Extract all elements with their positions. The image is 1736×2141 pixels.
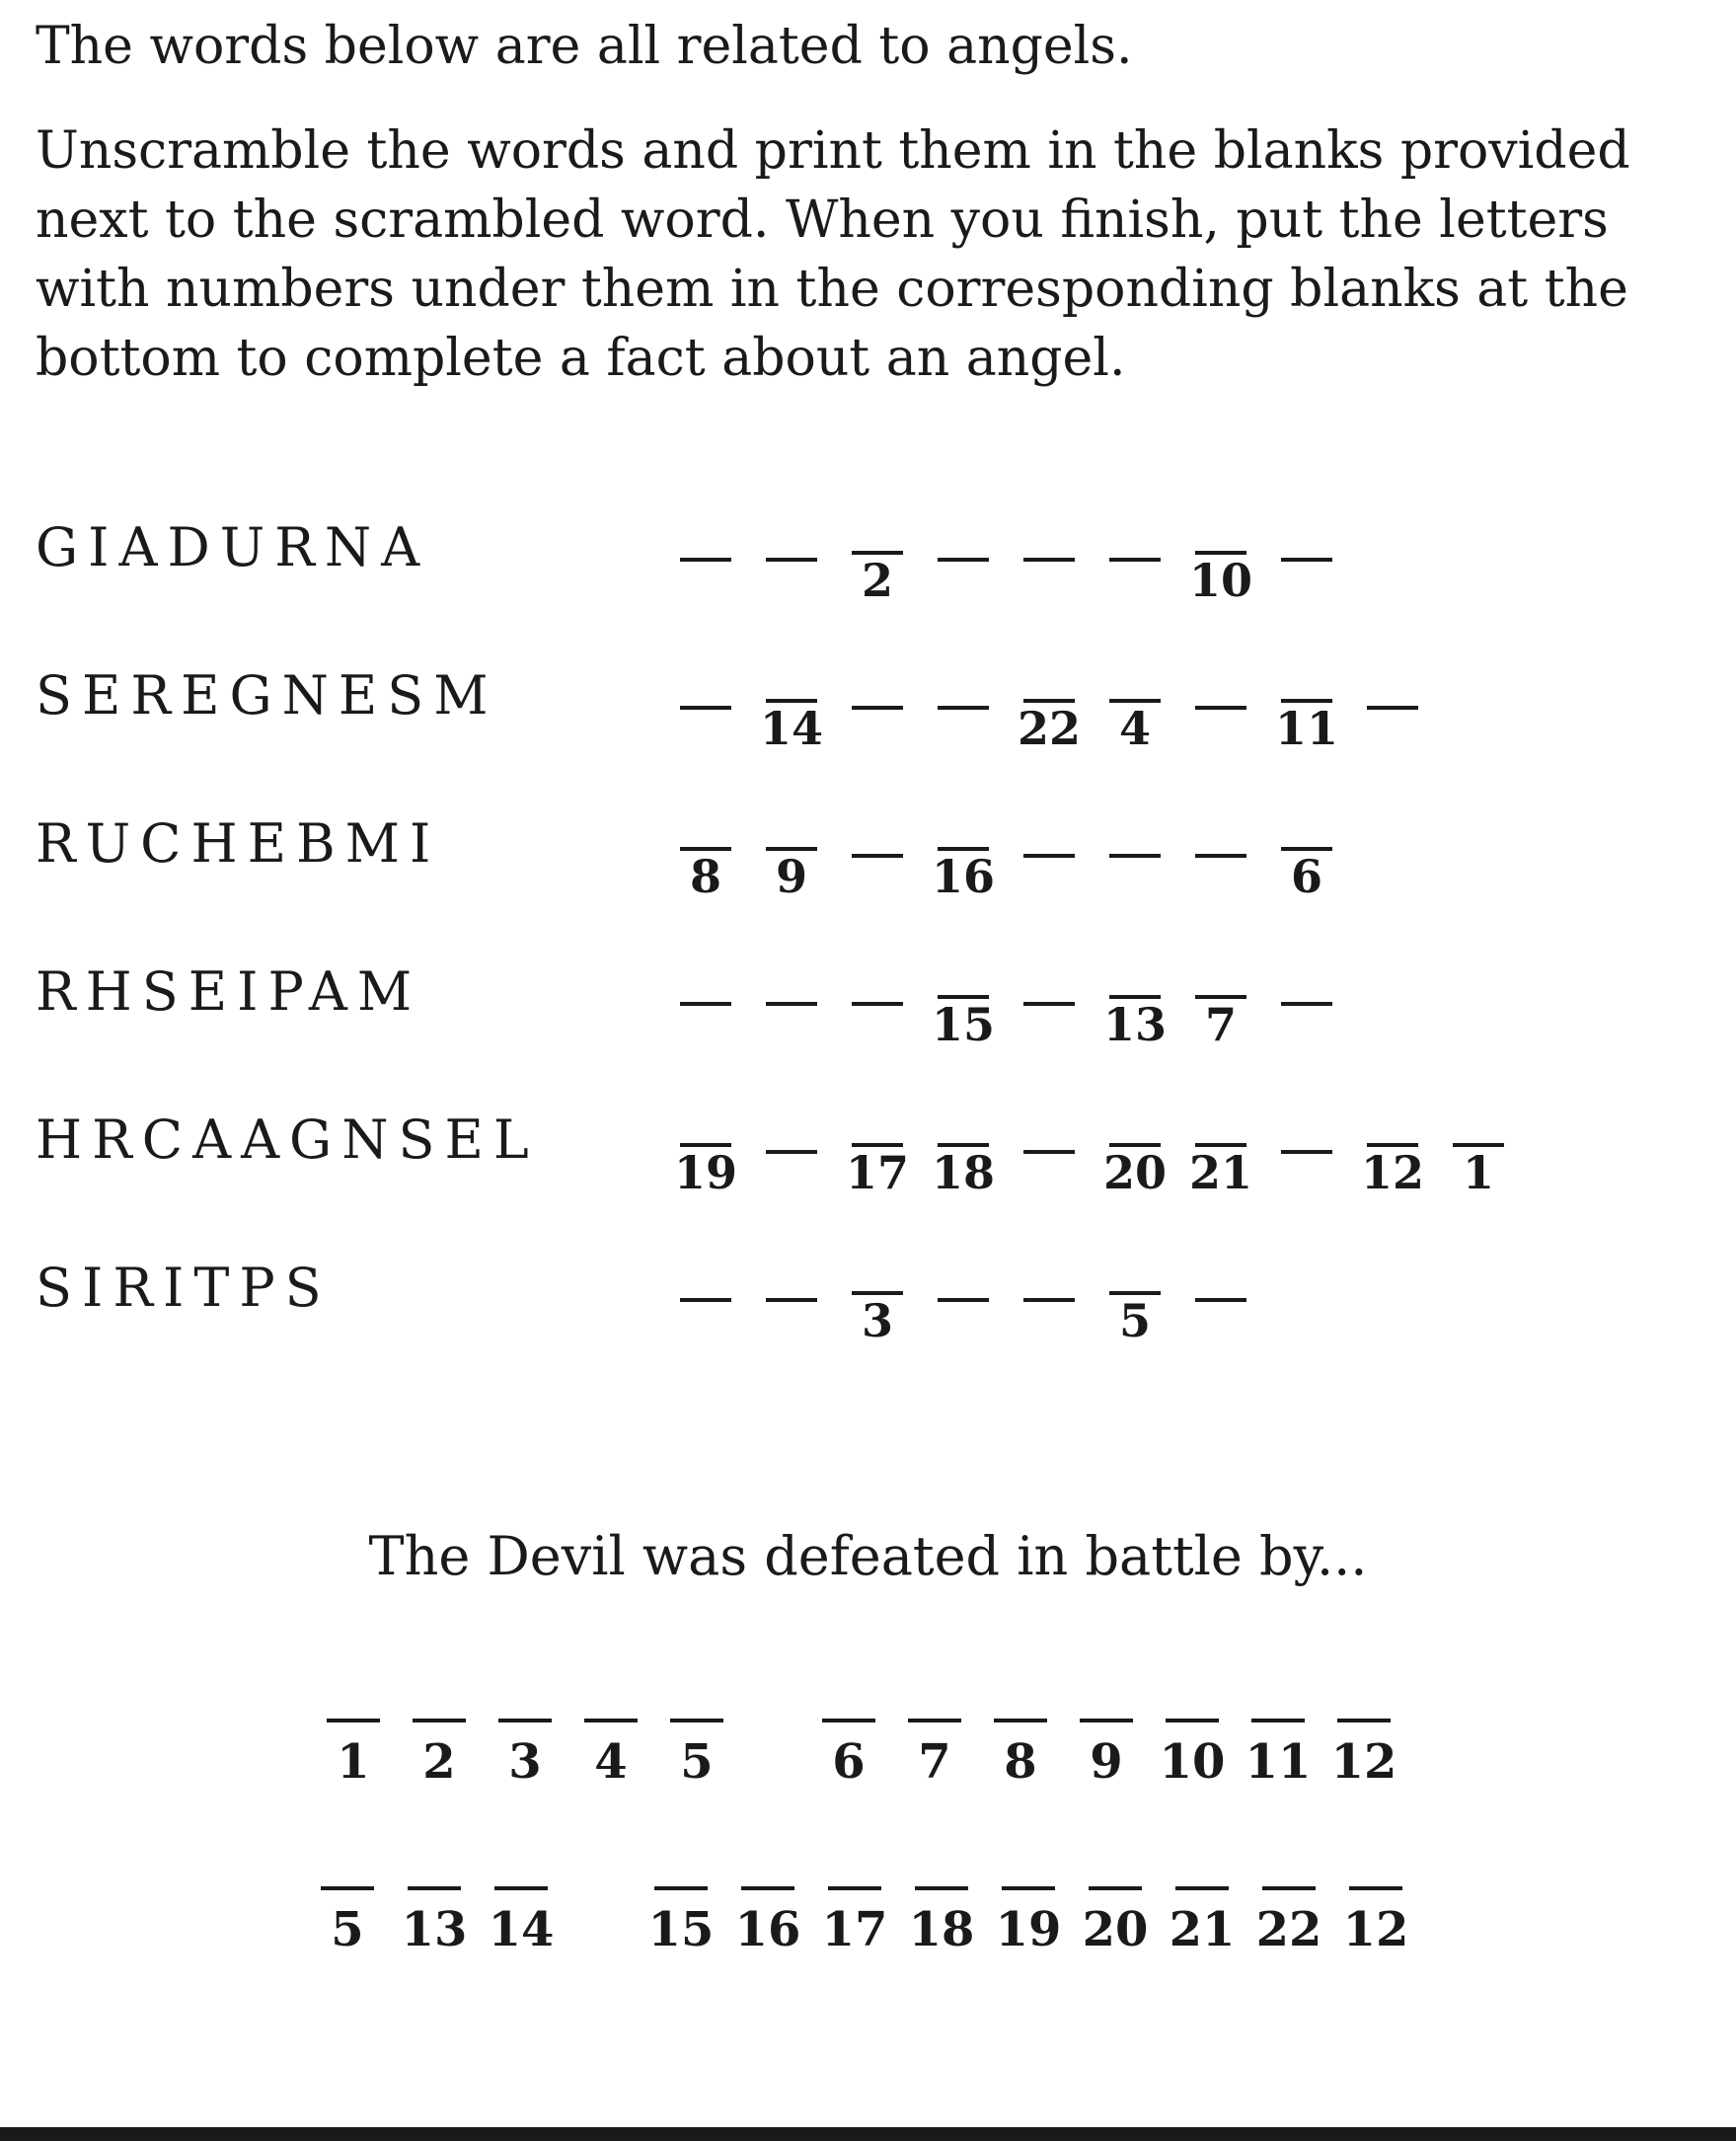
letter-blank[interactable]	[931, 957, 995, 1051]
puzzle-row	[0, 957, 1736, 1086]
letter-blank[interactable]	[852, 661, 903, 740]
blank-number: 21	[1188, 1146, 1252, 1199]
letter-blank[interactable]	[1023, 1254, 1075, 1333]
blank-line	[938, 706, 989, 710]
blank-line	[852, 854, 903, 858]
blank-line	[852, 706, 903, 710]
letter-blank[interactable]	[1281, 513, 1332, 592]
scrambled-word: RUCHEBMI	[36, 812, 441, 875]
scrambled-word: GIADURNA	[36, 516, 430, 578]
blank-line	[766, 558, 817, 562]
letter-blank[interactable]	[1360, 1106, 1424, 1199]
blank-number: 13	[401, 1902, 468, 1957]
letter-blank[interactable]	[931, 1106, 995, 1199]
answer-blank[interactable]	[995, 1886, 1062, 1985]
blank-line	[680, 1002, 731, 1006]
puzzle-row	[0, 1254, 1736, 1382]
blank-number: 6	[832, 1734, 866, 1790]
blank-line	[852, 1002, 903, 1006]
answer-blank[interactable]	[498, 1719, 552, 1817]
puzzle-row	[0, 1106, 1736, 1234]
blank-line	[1175, 1886, 1229, 1890]
answer-blank[interactable]	[321, 1886, 374, 1985]
blank-number: 22	[1255, 1902, 1322, 1957]
puzzle-row	[0, 809, 1736, 938]
letter-blank[interactable]	[1274, 661, 1338, 755]
blank-number: 16	[931, 850, 995, 903]
letter-blank[interactable]	[759, 661, 823, 755]
blank-line	[680, 706, 731, 710]
blank-line	[1023, 854, 1075, 858]
letter-blank[interactable]	[1281, 1106, 1332, 1185]
blank-number: 10	[1159, 1734, 1226, 1790]
letter-blank[interactable]	[1023, 957, 1075, 1036]
letter-blank[interactable]	[938, 661, 989, 740]
blank-number: 19	[995, 1902, 1062, 1957]
letter-blank[interactable]	[1102, 957, 1167, 1051]
blank-number: 21	[1169, 1902, 1236, 1957]
letter-blank[interactable]	[1195, 809, 1246, 888]
blank-line	[828, 1886, 881, 1890]
blank-number: 13	[1102, 998, 1167, 1051]
letter-blank[interactable]	[680, 513, 731, 592]
blank-number: 16	[734, 1902, 801, 1957]
letter-blank[interactable]	[1102, 1106, 1167, 1199]
letter-blank[interactable]	[766, 809, 817, 903]
letter-blank[interactable]	[1109, 513, 1161, 592]
blank-line	[1089, 1886, 1142, 1890]
blank-number: 1	[1462, 1146, 1494, 1199]
blank-number: 15	[647, 1902, 715, 1957]
bottom-border	[0, 2127, 1736, 2141]
answer-blank[interactable]	[822, 1719, 875, 1817]
blank-line	[680, 558, 731, 562]
blank-number: 15	[931, 998, 995, 1051]
letter-blank[interactable]	[673, 1106, 737, 1199]
scrambled-word: RHSEIPAM	[36, 960, 422, 1023]
answer-blank[interactable]	[1169, 1886, 1236, 1985]
blank-line	[1251, 1719, 1305, 1722]
answer-blank[interactable]	[1082, 1886, 1149, 1985]
answer-blank[interactable]	[1342, 1886, 1409, 1985]
blank-number: 14	[759, 702, 823, 755]
blank-number: 18	[908, 1902, 975, 1957]
blank-line	[1281, 1002, 1332, 1006]
blank-line	[1367, 706, 1418, 710]
blank-line	[994, 1719, 1047, 1722]
letter-blank[interactable]	[680, 957, 731, 1036]
letter-blank[interactable]	[680, 1254, 731, 1333]
blank-line	[822, 1719, 875, 1722]
blank-line	[1195, 854, 1246, 858]
blank-line	[1262, 1886, 1316, 1890]
blank-number: 8	[1004, 1734, 1037, 1790]
blank-line	[1337, 1719, 1391, 1722]
letter-blank[interactable]	[766, 513, 817, 592]
blank-number: 10	[1188, 554, 1252, 607]
answer-blank[interactable]	[908, 1886, 975, 1985]
letter-blank[interactable]	[766, 1254, 817, 1333]
blank-number: 11	[1274, 702, 1338, 755]
blank-number: 1	[337, 1734, 370, 1790]
answer-blank[interactable]	[584, 1719, 638, 1817]
letter-blank[interactable]	[852, 513, 903, 607]
answer-blank[interactable]	[994, 1719, 1047, 1817]
answer-blank[interactable]	[327, 1719, 380, 1817]
letter-blank[interactable]	[1188, 1106, 1252, 1199]
blank-line	[670, 1719, 723, 1722]
blank-line	[321, 1886, 374, 1890]
letter-blank[interactable]	[1453, 1106, 1504, 1199]
letter-blank[interactable]	[1367, 661, 1418, 740]
blank-line	[408, 1886, 461, 1890]
letter-blank[interactable]	[1017, 661, 1081, 755]
letter-blank[interactable]	[852, 809, 903, 888]
letter-blank[interactable]	[845, 1106, 909, 1199]
blank-line	[1349, 1886, 1402, 1890]
answer-blank[interactable]	[488, 1886, 555, 1985]
answer-blank[interactable]	[908, 1719, 961, 1817]
letter-blank[interactable]	[852, 1254, 903, 1347]
intro-line: The words below are all related to angels.	[36, 17, 1133, 76]
letter-blank[interactable]	[1109, 1254, 1161, 1347]
blank-number: 3	[508, 1734, 542, 1790]
blank-number: 20	[1102, 1146, 1167, 1199]
letter-blank[interactable]	[1109, 661, 1161, 755]
blank-number: 4	[1118, 702, 1151, 755]
blank-number: 12	[1330, 1734, 1397, 1790]
answer-line	[0, 1886, 1736, 1995]
letter-blank[interactable]	[1195, 957, 1246, 1051]
letter-blank[interactable]	[1023, 809, 1075, 888]
blank-number: 2	[861, 554, 893, 607]
blank-number: 18	[931, 1146, 995, 1199]
instructions-paragraph: Unscramble the words and print them in the blanks provided next to the scrambled word. When you finish, put the letters with numbers under them in the corresponding blanks at the bottom to complete a fact about an angel.	[36, 121, 1630, 388]
letter-blank[interactable]	[1281, 809, 1332, 903]
letter-blank[interactable]	[1023, 1106, 1075, 1185]
letter-blank[interactable]	[1195, 661, 1246, 740]
puzzle-row	[0, 513, 1736, 642]
blank-number: 4	[594, 1734, 628, 1790]
blank-line	[1109, 854, 1161, 858]
blank-number: 6	[1290, 850, 1322, 903]
blank-line	[680, 1298, 731, 1302]
letter-blank[interactable]	[766, 957, 817, 1036]
letter-blank[interactable]	[938, 513, 989, 592]
fact-sentence: The Devil was defeated in battle by...	[368, 1525, 1368, 1587]
answer-blank[interactable]	[734, 1886, 801, 1985]
blank-line	[1166, 1719, 1219, 1722]
blank-number: 12	[1360, 1146, 1424, 1199]
blank-number: 9	[1090, 1734, 1123, 1790]
blank-number: 5	[1118, 1294, 1151, 1347]
blank-number: 9	[775, 850, 807, 903]
blank-line	[494, 1886, 548, 1890]
answer-blank[interactable]	[647, 1886, 715, 1985]
letter-blank[interactable]	[931, 809, 995, 903]
blank-line	[584, 1719, 638, 1722]
blank-line	[413, 1719, 466, 1722]
answer-blank[interactable]	[670, 1719, 723, 1817]
blank-line	[1023, 1150, 1075, 1154]
blank-number: 11	[1245, 1734, 1312, 1790]
blank-line	[908, 1719, 961, 1722]
blank-line	[1023, 1298, 1075, 1302]
scrambled-word: SIRITPS	[36, 1257, 332, 1319]
blank-line	[766, 1150, 817, 1154]
blank-line	[938, 1298, 989, 1302]
blank-line	[1023, 558, 1075, 562]
answer-blank[interactable]	[1245, 1719, 1312, 1817]
blank-number: 20	[1082, 1902, 1149, 1957]
blank-number: 17	[821, 1902, 888, 1957]
blank-line	[1281, 1150, 1332, 1154]
letter-blank[interactable]	[680, 661, 731, 740]
blank-number: 3	[861, 1294, 893, 1347]
answer-line	[0, 1719, 1736, 1827]
blank-line	[1195, 1298, 1246, 1302]
blank-line	[1195, 706, 1246, 710]
scrambled-word: SEREGNESM	[36, 664, 498, 726]
blank-line	[1023, 1002, 1075, 1006]
answer-blank[interactable]	[1159, 1719, 1226, 1817]
blank-line	[766, 1002, 817, 1006]
answer-blank[interactable]	[401, 1886, 468, 1985]
blank-number: 8	[689, 850, 721, 903]
blank-number: 22	[1017, 702, 1081, 755]
blank-line	[1080, 1719, 1133, 1722]
blank-line	[1109, 558, 1161, 562]
letter-blank[interactable]	[938, 1254, 989, 1333]
puzzle-row	[0, 661, 1736, 790]
blank-number: 5	[680, 1734, 714, 1790]
blank-line	[1002, 1886, 1055, 1890]
answer-blank[interactable]	[821, 1886, 888, 1985]
blank-line	[654, 1886, 708, 1890]
answer-blank[interactable]	[1330, 1719, 1397, 1817]
letter-blank[interactable]	[766, 1106, 817, 1185]
blank-line	[766, 1298, 817, 1302]
blank-number: 5	[331, 1902, 364, 1957]
blank-line	[741, 1886, 794, 1890]
answer-blank[interactable]	[413, 1719, 466, 1817]
blank-line	[938, 558, 989, 562]
scrambled-word: HRCAAGNSEL	[36, 1109, 539, 1171]
blank-number: 12	[1342, 1902, 1409, 1957]
blank-line	[915, 1886, 968, 1890]
answer-blank[interactable]	[1080, 1719, 1133, 1817]
blank-number: 2	[422, 1734, 456, 1790]
blank-number: 14	[488, 1902, 555, 1957]
letter-blank[interactable]	[852, 957, 903, 1036]
letter-blank[interactable]	[1188, 513, 1252, 607]
letter-blank[interactable]	[1023, 513, 1075, 592]
blank-number: 7	[918, 1734, 951, 1790]
blank-number: 19	[673, 1146, 737, 1199]
letter-blank[interactable]	[680, 809, 731, 903]
blank-line	[327, 1719, 380, 1722]
letter-blank[interactable]	[1109, 809, 1161, 888]
answer-blank[interactable]	[1255, 1886, 1322, 1985]
blank-line	[498, 1719, 552, 1722]
letter-blank[interactable]	[1195, 1254, 1246, 1333]
blank-number: 17	[845, 1146, 909, 1199]
blank-line	[1281, 558, 1332, 562]
letter-blank[interactable]	[1281, 957, 1332, 1036]
blank-number: 7	[1204, 998, 1237, 1051]
